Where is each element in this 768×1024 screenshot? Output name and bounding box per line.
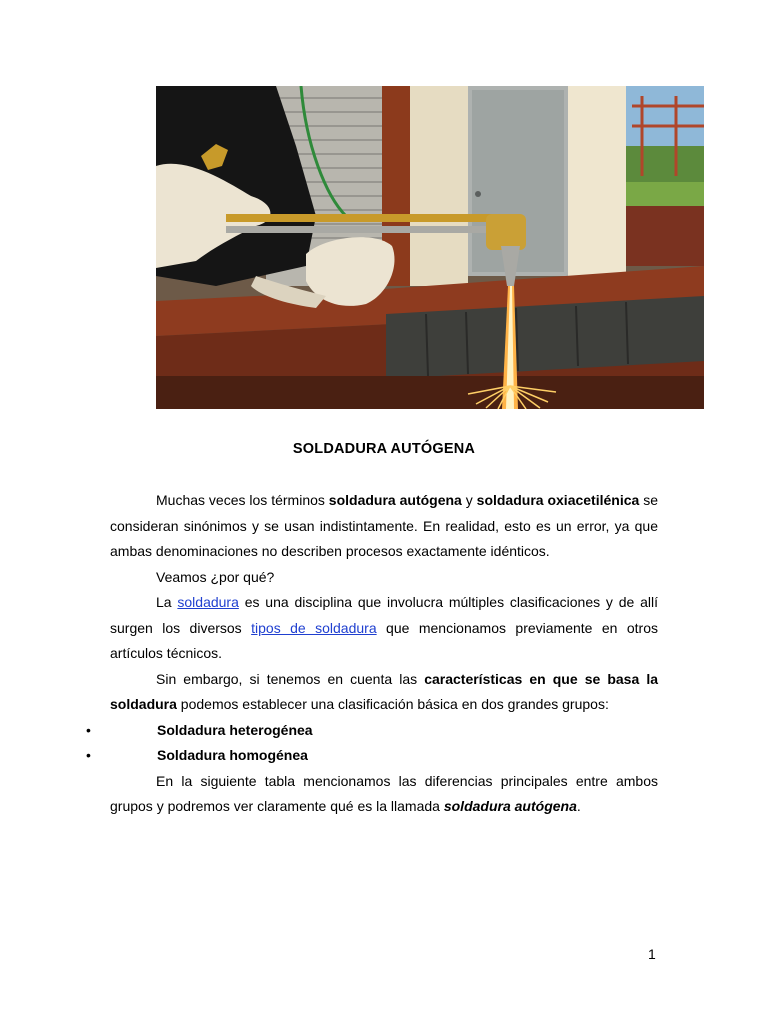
paragraph-4 [110,667,658,718]
text-run: . [576,798,581,814]
text-run: La [156,594,178,610]
bullet-item [86,743,658,769]
text-run: y [461,492,477,508]
document-body [86,488,659,820]
bullet-text: Soldadura homogénea [157,747,308,763]
paragraph-1 [110,488,658,565]
text-run: Muchas veces los términos [156,492,329,508]
paragraph-2: Veamos ¿por qué? [156,568,275,585]
paragraph-3 [110,590,658,667]
welding-illustration [156,86,704,409]
document-title: SOLDADURA AUTÓGENA [292,441,476,457]
bold-term: soldadura autógena [328,492,462,508]
page-number: 1 [648,946,656,962]
bold-italic-term: soldadura autógena [443,798,577,814]
text-run: Sin embargo, si tenemos en cuenta las [156,670,425,687]
text-run: es una disciplina que involucra múltiples clasificaciones y de allí surgen los diversos [110,594,659,636]
bullet-icon: • [86,747,91,763]
soldadura-link[interactable]: soldadura [177,594,239,610]
text-run: En la siguiente tabla mencionamos las diferencias principales entre ambos grupos y podremos ver claramente qué es la llamada [110,772,658,814]
text-run: se consideran sinónimos y se usan indistintamente. En realidad, esto es un error, ya que ambas denominaciones no describen procesos exactamente idénticos. [110,492,658,559]
text-run: podemos establecer una clasificación básica en dos grandes grupos: [176,696,609,712]
text-run: que mencionamos previamente en otros artículos técnicos. [110,619,658,661]
tipos-de-soldadura-link[interactable]: tipos de soldadura [251,619,377,636]
welding-photo [156,86,704,409]
bold-term: soldadura oxiacetilénica [476,492,640,508]
bullet-item [86,718,658,744]
bullet-icon: • [86,721,91,738]
paragraph-5 [110,769,658,820]
bold-term: características en que se basa la soldadura [110,670,658,712]
bullet-text: Soldadura heterogénea [157,721,313,738]
